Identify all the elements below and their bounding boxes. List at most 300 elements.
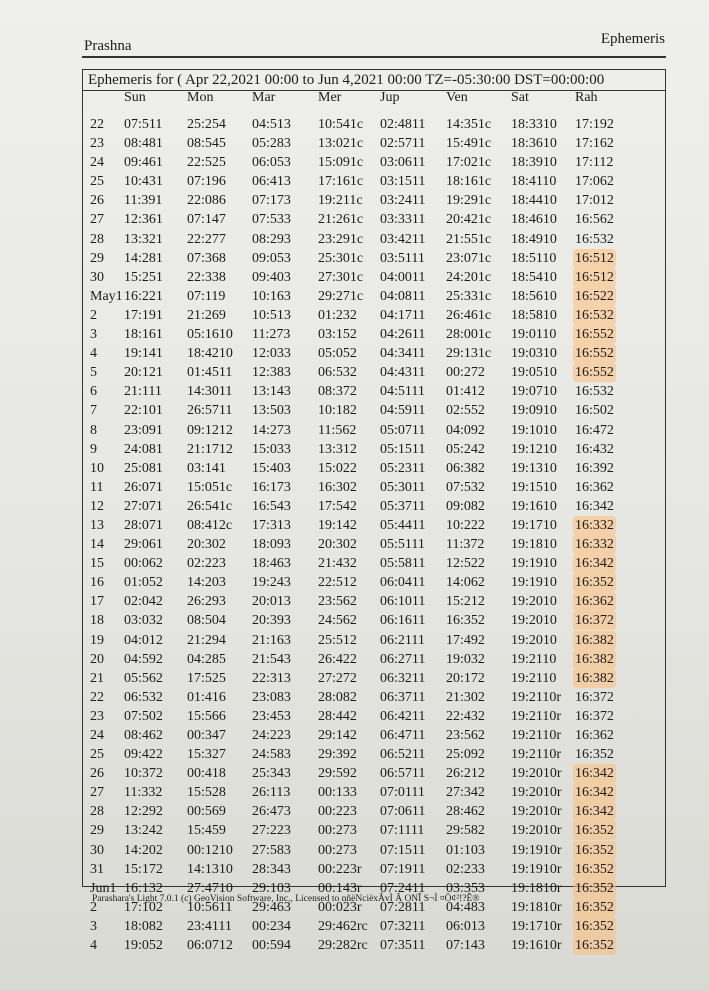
cell-ven: 12:522 [446, 556, 485, 572]
table-row [0, 802, 709, 821]
row-date: 22 [90, 117, 104, 132]
row-date: 17 [90, 594, 104, 610]
cell-ven: 04:092 [446, 422, 485, 438]
cell-rah: 16:342 [575, 766, 614, 782]
cell-mar: 18:093 [252, 537, 291, 553]
cell-sun: 09:422 [124, 747, 163, 763]
cell-jup: 07:3211 [380, 918, 426, 934]
cell-ven: 17:021c [446, 155, 492, 171]
cell-mar: 13:503 [252, 403, 291, 419]
cell-sat: 18:4110 [511, 174, 557, 190]
cell-mar: 10:163 [252, 288, 291, 304]
ephemeris-rows [0, 115, 709, 955]
cell-mon: 17:525 [187, 670, 226, 686]
cell-rah: 16:352 [575, 747, 614, 763]
cell-sat: 19:1210 [511, 441, 557, 457]
row-date: 30 [90, 842, 104, 858]
cell-jup: 07:0611 [380, 804, 426, 820]
cell-sun: 12:361 [124, 212, 163, 228]
table-row [0, 707, 709, 726]
cell-mar: 15:403 [252, 460, 291, 476]
cell-sun: 11:332 [124, 785, 163, 801]
cell-rah: 16:342 [575, 556, 614, 572]
table-row [0, 497, 709, 516]
cell-rah: 16:342 [575, 498, 614, 514]
cell-mon: 20:302 [187, 537, 226, 553]
cell-mer: 05:052 [318, 346, 357, 362]
cell-ven: 09:082 [446, 498, 485, 514]
table-row [0, 745, 709, 764]
cell-mon: 15:327 [187, 747, 226, 763]
table-row [0, 363, 709, 382]
cell-sun: 14:281 [124, 250, 163, 266]
cell-sun: 01:052 [124, 575, 163, 591]
row-date: 30 [90, 269, 104, 285]
cell-jup: 07:3511 [380, 938, 426, 954]
row-date: 20 [90, 651, 104, 667]
cell-sat: 19:2010r [511, 785, 562, 801]
column-header-mar: Mar [252, 90, 276, 105]
cell-mer: 10:541c [318, 117, 364, 132]
cell-sun: 28:071 [124, 517, 163, 533]
cell-mer: 08:372 [318, 384, 357, 400]
cell-ven: 29:582 [446, 823, 485, 839]
cell-mon: 15:051c [187, 479, 233, 495]
table-row [0, 115, 709, 134]
row-date: 4 [90, 938, 97, 954]
row-date: 26 [90, 193, 104, 209]
cell-sat: 18:5410 [511, 269, 557, 285]
cell-jup: 06:1011 [380, 594, 426, 610]
cell-sat: 18:5810 [511, 307, 557, 323]
cell-mar: 20:393 [252, 613, 291, 629]
cell-mon: 08:504 [187, 613, 226, 629]
table-row [0, 325, 709, 344]
cell-mer: 00:143r [318, 880, 362, 896]
cell-jup: 07:2811 [380, 899, 426, 915]
cell-mon: 25:254 [187, 117, 226, 132]
table-row [0, 478, 709, 497]
cell-mer: 24:562 [318, 613, 357, 629]
cell-mon: 03:141 [187, 460, 226, 476]
cell-sun: 07:511 [124, 117, 163, 132]
cell-jup: 05:2311 [380, 460, 426, 476]
cell-rah: 16:552 [575, 365, 614, 381]
row-date: 3 [90, 918, 97, 934]
cell-mon: 07:119 [187, 288, 226, 304]
cell-sun: 16:221 [124, 288, 163, 304]
cell-rah: 16:352 [575, 842, 614, 858]
cell-rah: 16:432 [575, 441, 614, 457]
cell-ven: 11:372 [446, 537, 485, 553]
cell-sat: 19:0110 [511, 327, 557, 343]
row-date: 9 [90, 441, 97, 457]
cell-rah: 16:392 [575, 460, 614, 476]
cell-mer: 17:542 [318, 498, 357, 514]
row-date: 8 [90, 422, 97, 438]
cell-ven: 28:462 [446, 804, 485, 820]
cell-jup: 06:5211 [380, 747, 426, 763]
cell-jup: 05:5811 [380, 556, 426, 572]
cell-mer: 29:142 [318, 728, 357, 743]
cell-rah: 17:192 [575, 117, 614, 132]
cell-mer: 15:091c [318, 155, 364, 171]
row-date: 24 [90, 155, 104, 171]
cell-mer: 00:273 [318, 842, 357, 858]
cell-ven: 05:242 [446, 441, 485, 457]
cell-mer: 16:302 [318, 479, 357, 495]
cell-mar: 07:533 [252, 212, 291, 228]
column-header-mon: Mon [187, 90, 214, 105]
table-row [0, 153, 709, 172]
cell-sat: 19:1510 [511, 479, 557, 495]
cell-rah: 16:512 [575, 269, 614, 285]
table-row [0, 783, 709, 802]
cell-ven: 02:233 [446, 861, 485, 877]
cell-ven: 01:103 [446, 842, 485, 858]
column-header-sat: Sat [511, 90, 529, 105]
table-row [0, 344, 709, 363]
cell-mar: 16:173 [252, 479, 291, 495]
cell-ven: 15:491c [446, 136, 492, 152]
row-date: 28 [90, 231, 104, 247]
cell-mon: 27:4710 [187, 880, 233, 896]
cell-mer: 26:422 [318, 651, 357, 667]
cell-jup: 04:5911 [380, 403, 426, 419]
column-header-ven: Ven [446, 90, 468, 105]
cell-ven: 18:161c [446, 174, 492, 190]
table-row [0, 726, 709, 745]
cell-mon: 01:4511 [187, 365, 233, 381]
cell-sun: 11:391 [124, 193, 163, 209]
cell-jup: 02:4811 [380, 117, 426, 132]
cell-mer: 17:161c [318, 174, 364, 190]
cell-mon: 26:541c [187, 498, 233, 514]
cell-mon: 00:347 [187, 728, 226, 743]
row-date: 21 [90, 670, 104, 686]
cell-sat: 19:2110 [511, 651, 557, 667]
row-date: 7 [90, 403, 97, 419]
cell-mar: 04:513 [252, 117, 291, 132]
cell-sat: 18:4910 [511, 231, 557, 247]
cell-ven: 21:551c [446, 231, 492, 247]
cell-mer: 21:432 [318, 556, 357, 572]
table-row [0, 669, 709, 688]
cell-jup: 04:5111 [380, 384, 425, 400]
table-row [0, 650, 709, 669]
cell-ven: 01:412 [446, 384, 485, 400]
cell-sat: 19:2110r [511, 689, 562, 705]
table-row [0, 440, 709, 459]
cell-jup: 03:4211 [380, 231, 426, 247]
cell-jup: 07:2411 [380, 880, 426, 896]
cell-sun: 06:532 [124, 689, 163, 705]
cell-ven: 22:432 [446, 708, 485, 724]
cell-mer: 28:082 [318, 689, 357, 705]
cell-mar: 12:033 [252, 346, 291, 362]
cell-sat: 19:1610r [511, 938, 562, 954]
cell-mar: 26:113 [252, 785, 291, 801]
cell-rah: 16:362 [575, 728, 614, 743]
cell-mer: 23:562 [318, 594, 357, 610]
cell-sun: 16:132 [124, 880, 163, 896]
table-row [0, 287, 709, 306]
row-date: 3 [90, 327, 97, 343]
table-row [0, 459, 709, 478]
cell-ven: 00:272 [446, 365, 485, 381]
cell-mon: 23:4111 [187, 918, 232, 934]
cell-rah: 16:352 [575, 899, 614, 915]
cell-jup: 06:4711 [380, 728, 426, 743]
cell-mar: 27:583 [252, 842, 291, 858]
cell-rah: 16:382 [575, 670, 614, 686]
cell-sat: 19:0710 [511, 384, 557, 400]
row-date: 4 [90, 346, 97, 362]
cell-rah: 16:532 [575, 231, 614, 247]
cell-mer: 19:211c [318, 193, 363, 209]
cell-mer: 28:442 [318, 708, 357, 724]
table-row [0, 249, 709, 268]
cell-mon: 00:1210 [187, 842, 233, 858]
cell-mon: 21:294 [187, 632, 226, 648]
cell-mer: 10:182 [318, 403, 357, 419]
cell-sat: 19:1610 [511, 498, 557, 514]
cell-sat: 19:1810r [511, 880, 562, 896]
table-row [0, 688, 709, 707]
cell-jup: 06:3211 [380, 670, 426, 686]
cell-mon: 14:3011 [187, 384, 233, 400]
cell-sat: 19:1710 [511, 517, 557, 533]
cell-mar: 00:594 [252, 938, 291, 954]
cell-ven: 15:212 [446, 594, 485, 610]
cell-rah: 16:362 [575, 594, 614, 610]
cell-sat: 18:3910 [511, 155, 557, 171]
cell-mar: 06:053 [252, 155, 291, 171]
cell-mon: 26:293 [187, 594, 226, 610]
cell-sat: 19:2110 [511, 670, 557, 686]
cell-mon: 00:418 [187, 766, 226, 782]
cell-mon: 22:086 [187, 193, 226, 209]
cell-rah: 16:532 [575, 307, 614, 323]
cell-sun: 08:462 [124, 728, 163, 743]
table-row [0, 191, 709, 210]
row-date: 31 [90, 861, 104, 877]
cell-mon: 04:285 [187, 651, 226, 667]
cell-ven: 14:351c [446, 117, 492, 132]
cell-rah: 16:342 [575, 785, 614, 801]
cell-mon: 08:545 [187, 136, 226, 152]
row-date: 29 [90, 250, 104, 266]
cell-rah: 16:352 [575, 880, 614, 896]
cell-rah: 16:332 [575, 517, 614, 533]
cell-mon: 08:412c [187, 517, 233, 533]
header-divider [82, 56, 666, 58]
row-date: 19 [90, 632, 104, 648]
cell-sat: 18:5110 [511, 250, 557, 266]
cell-rah: 16:502 [575, 403, 614, 419]
cell-mer: 13:312 [318, 441, 357, 457]
cell-sun: 27:071 [124, 498, 163, 514]
cell-mar: 24:583 [252, 747, 291, 763]
cell-sun: 13:242 [124, 823, 163, 839]
cell-mer: 06:532 [318, 365, 357, 381]
cell-ven: 29:131c [446, 346, 492, 362]
table-row [0, 573, 709, 592]
cell-mar: 12:383 [252, 365, 291, 381]
table-row [0, 554, 709, 573]
cell-ven: 19:032 [446, 651, 485, 667]
cell-sat: 19:0310 [511, 346, 557, 362]
cell-rah: 16:372 [575, 689, 614, 705]
cell-sun: 04:592 [124, 651, 163, 667]
cell-ven: 26:461c [446, 307, 492, 323]
cell-jup: 04:4311 [380, 365, 426, 381]
cell-mon: 22:277 [187, 231, 226, 247]
cell-rah: 16:332 [575, 537, 614, 553]
cell-mer: 01:232 [318, 307, 357, 323]
table-row [0, 860, 709, 879]
cell-mon: 06:0712 [187, 938, 233, 954]
cell-sat: 19:1810r [511, 899, 562, 915]
cell-mar: 18:463 [252, 556, 291, 572]
cell-rah: 16:552 [575, 327, 614, 343]
cell-mar: 25:343 [252, 766, 291, 782]
row-date: 6 [90, 384, 97, 400]
cell-mer: 00:273 [318, 823, 357, 839]
table-row [0, 421, 709, 440]
cell-mon: 07:368 [187, 250, 226, 266]
cell-mon: 09:1212 [187, 422, 233, 438]
cell-rah: 16:552 [575, 346, 614, 362]
cell-mer: 00:223 [318, 804, 357, 820]
table-row [0, 821, 709, 840]
cell-mar: 10:513 [252, 307, 291, 323]
cell-mar: 29:463 [252, 899, 291, 915]
cell-ven: 06:382 [446, 460, 485, 476]
cell-mer: 21:261c [318, 212, 364, 228]
cell-mar: 09:053 [252, 250, 291, 266]
cell-mar: 19:243 [252, 575, 291, 591]
cell-sun: 10:431 [124, 174, 163, 190]
cell-sun: 15:172 [124, 861, 163, 877]
cell-sun: 19:052 [124, 938, 163, 954]
cell-ven: 27:342 [446, 785, 485, 801]
cell-sat: 19:1910 [511, 556, 557, 572]
row-date: 10 [90, 460, 104, 476]
header-left: Prashna [84, 38, 132, 54]
row-date: 18 [90, 613, 104, 629]
table-row [0, 306, 709, 325]
row-date: 22 [90, 689, 104, 705]
row-date: 29 [90, 823, 104, 839]
cell-mon: 15:459 [187, 823, 226, 839]
cell-ven: 28:001c [446, 327, 492, 343]
cell-sun: 20:121 [124, 365, 163, 381]
table-row [0, 936, 709, 955]
table-row [0, 134, 709, 153]
table-row [0, 841, 709, 860]
cell-sun: 07:502 [124, 708, 163, 724]
cell-mer: 20:302 [318, 537, 357, 553]
cell-mer: 11:562 [318, 422, 357, 438]
cell-ven: 06:013 [446, 918, 485, 934]
cell-mar: 13:143 [252, 384, 291, 400]
cell-sun: 10:372 [124, 766, 163, 782]
cell-mer: 29:392 [318, 747, 357, 763]
cell-sat: 19:2010r [511, 766, 562, 782]
cell-sat: 19:2110r [511, 728, 562, 743]
row-date: 16 [90, 575, 104, 591]
cell-mon: 18:4210 [187, 346, 233, 362]
cell-jup: 04:0811 [380, 288, 426, 304]
cell-sun: 17:102 [124, 899, 163, 915]
cell-mer: 00:223r [318, 861, 362, 877]
cell-mar: 21:163 [252, 632, 291, 648]
cell-sat: 19:1910 [511, 575, 557, 591]
cell-ven: 16:352 [446, 613, 485, 629]
cell-ven: 23:562 [446, 728, 485, 743]
cell-rah: 17:062 [575, 174, 614, 190]
cell-mar: 16:543 [252, 498, 291, 514]
cell-mar: 08:293 [252, 231, 291, 247]
cell-rah: 16:372 [575, 613, 614, 629]
row-date: 2 [90, 899, 97, 915]
cell-mar: 21:543 [252, 651, 291, 667]
cell-jup: 05:1511 [380, 441, 426, 457]
cell-mar: 11:273 [252, 327, 291, 343]
row-date: 13 [90, 517, 104, 533]
cell-mon: 22:338 [187, 269, 226, 285]
cell-sat: 19:2010 [511, 632, 557, 648]
cell-mer: 03:152 [318, 327, 357, 343]
cell-sat: 19:1910r [511, 842, 562, 858]
cell-sat: 18:3610 [511, 136, 557, 152]
cell-mer: 29:462rc [318, 918, 368, 934]
cell-sat: 19:0910 [511, 403, 557, 419]
cell-sun: 13:321 [124, 231, 163, 247]
cell-jup: 06:3711 [380, 689, 426, 705]
cell-ven: 19:291c [446, 193, 492, 209]
cell-rah: 16:352 [575, 938, 614, 954]
cell-rah: 16:352 [575, 918, 614, 934]
cell-mer: 00:023r [318, 899, 362, 915]
cell-mar: 14:273 [252, 422, 291, 438]
cell-jup: 06:5711 [380, 766, 426, 782]
row-date: 15 [90, 556, 104, 572]
cell-mon: 21:269 [187, 307, 226, 323]
cell-ven: 14:062 [446, 575, 485, 591]
cell-ven: 02:552 [446, 403, 485, 419]
cell-rah: 16:372 [575, 708, 614, 724]
cell-jup: 02:5711 [380, 136, 426, 152]
cell-jup: 07:1911 [380, 861, 426, 877]
table-row [0, 401, 709, 420]
table-row [0, 631, 709, 650]
cell-jup: 03:1511 [380, 174, 426, 190]
table-row [0, 917, 709, 936]
cell-sat: 19:2010 [511, 613, 557, 629]
row-date: 25 [90, 747, 104, 763]
cell-ven: 07:532 [446, 479, 485, 495]
table-row [0, 535, 709, 554]
cell-mar: 23:453 [252, 708, 291, 724]
cell-mon: 22:525 [187, 155, 226, 171]
cell-sun: 00:062 [124, 556, 163, 572]
cell-jup: 03:5111 [380, 250, 425, 266]
row-date: May1 [90, 288, 123, 304]
cell-jup: 03:3311 [380, 212, 426, 228]
cell-rah: 17:162 [575, 136, 614, 152]
